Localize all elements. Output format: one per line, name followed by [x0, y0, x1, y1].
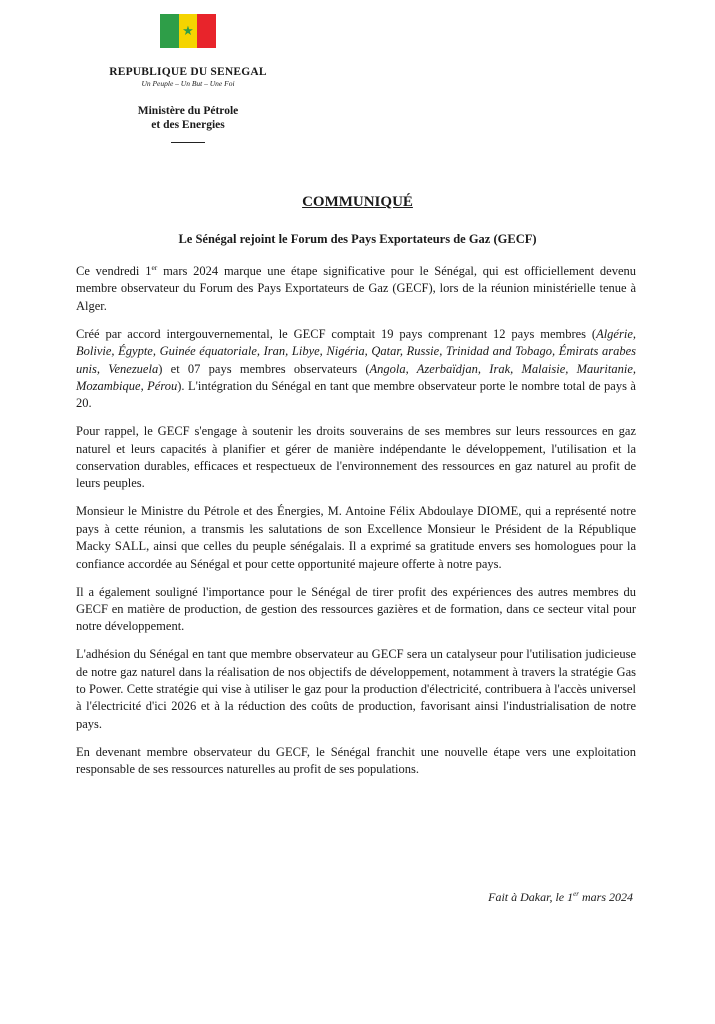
signature-ordinal: er — [573, 890, 579, 898]
ministry-line-1: Ministère du Pétrole — [137, 105, 239, 117]
country-name: REPUBLIQUE DU SENEGAL — [109, 66, 267, 78]
p2-text-b: ) et 07 pays membres observateurs ( — [158, 361, 370, 376]
p1-text-a: Ce vendredi 1 — [76, 264, 152, 278]
signature-text-b: mars 2024 — [578, 890, 633, 904]
paragraph-2 — [76, 326, 636, 413]
document-body — [76, 263, 636, 789]
star-icon: ★ — [182, 23, 194, 39]
flag-red-band — [197, 14, 216, 48]
national-motto: Un Peuple – Un But – Une Foi — [141, 79, 235, 88]
paragraph-5: Il a également souligné l'importance pour le Sénégal de tirer profit des expériences des autres membres du GECF en matière de production, de gestion des ressources gazières et de formation, dans ce secteur vital pour notre développement. — [76, 584, 636, 634]
p1-ordinal: er — [151, 262, 158, 272]
paragraph-1 — [76, 263, 636, 315]
flag-green-band — [160, 14, 179, 48]
document-title: COMMUNIQUÉ — [302, 194, 413, 210]
paragraph-3: Pour rappel, le GECF s'engage à soutenir les droits souverains de ses membres sur leurs ressources en gaz naturel et leurs capacités à planifier et gérer de manière indépendante le développement, l'utilisation et la conservation durables, efficaces et respectueux de l'environnement des ressources en gaz naturel au profit de leurs peuples. — [76, 424, 636, 491]
p2-member-countries: Algérie, Bolivie, Égypte, Guinée équatoriale, Iran, Libye, Nigéria, Qatar, Russie, Trinidad and Tobago, Émirats arabes unis, Venezuela — [76, 326, 636, 376]
ministry-name — [88, 104, 288, 132]
letterhead — [88, 14, 288, 143]
p2-observer-countries: Angola, Azerbaïdjan, Irak, Malaisie, Mauritanie, Mozambique, Pérou — [76, 361, 637, 393]
p2-text-c: ). L'intégration du Sénégal en tant que membre observateur porte le nombre total de pays à 20. — [76, 378, 636, 411]
header-divider — [171, 142, 205, 143]
p1-text-b: mars 2024 marque une étape significative pour le Sénégal, qui est officiellement devenu membre observateur du Forum des Pays Exportateurs de Gaz (GECF), lors de la réunion ministérielle tenue à Alger. — [76, 264, 636, 313]
signature-text-a: Fait à Dakar, le 1 — [488, 890, 574, 904]
p2-text-a: Créé par accord intergouvernemental, le GECF comptait 19 pays comprenant 12 pays membres ( — [76, 326, 597, 341]
ministry-line-2: et des Energies — [151, 119, 225, 131]
senegal-flag — [160, 14, 216, 48]
place-date-signature — [488, 890, 633, 905]
document-subtitle: Le Sénégal rejoint le Forum des Pays Exportateurs de Gaz (GECF) — [178, 232, 537, 246]
flag-yellow-band — [179, 14, 198, 48]
paragraph-6: L'adhésion du Sénégal en tant que membre observateur au GECF sera un catalyseur pour l'utilisation judicieuse de notre gaz naturel dans la réalisation de nos objectifs de développement, notamment à travers la stratégie Gas to Power. Cette stratégie qui vise à utiliser le gaz pour la production d'électricité, contribuera à l'accès universel à l'électricité d'ici 2026 et à la réduction des coûts de production, favorisant ainsi l'industrialisation de notre pays. — [76, 647, 636, 731]
paragraph-4: Monsieur le Ministre du Pétrole et des Énergies, M. Antoine Félix Abdoulaye DIOME, qui a représenté notre pays à cette réunion, a transmis les salutations de son Excellence Monsieur le Président de la République Macky SALL, ainsi que celles du peuple sénégalais. Il a exprimé sa gratitude envers ses homologues pour la confiance accordée au Sénégal et pour cette opportunité majeure offerte à notre pays. — [76, 504, 636, 571]
paragraph-7: En devenant membre observateur du GECF, le Sénégal franchit une nouvelle étape vers une exploitation responsable de ses ressources naturelles au profit de ses populations. — [76, 744, 636, 777]
